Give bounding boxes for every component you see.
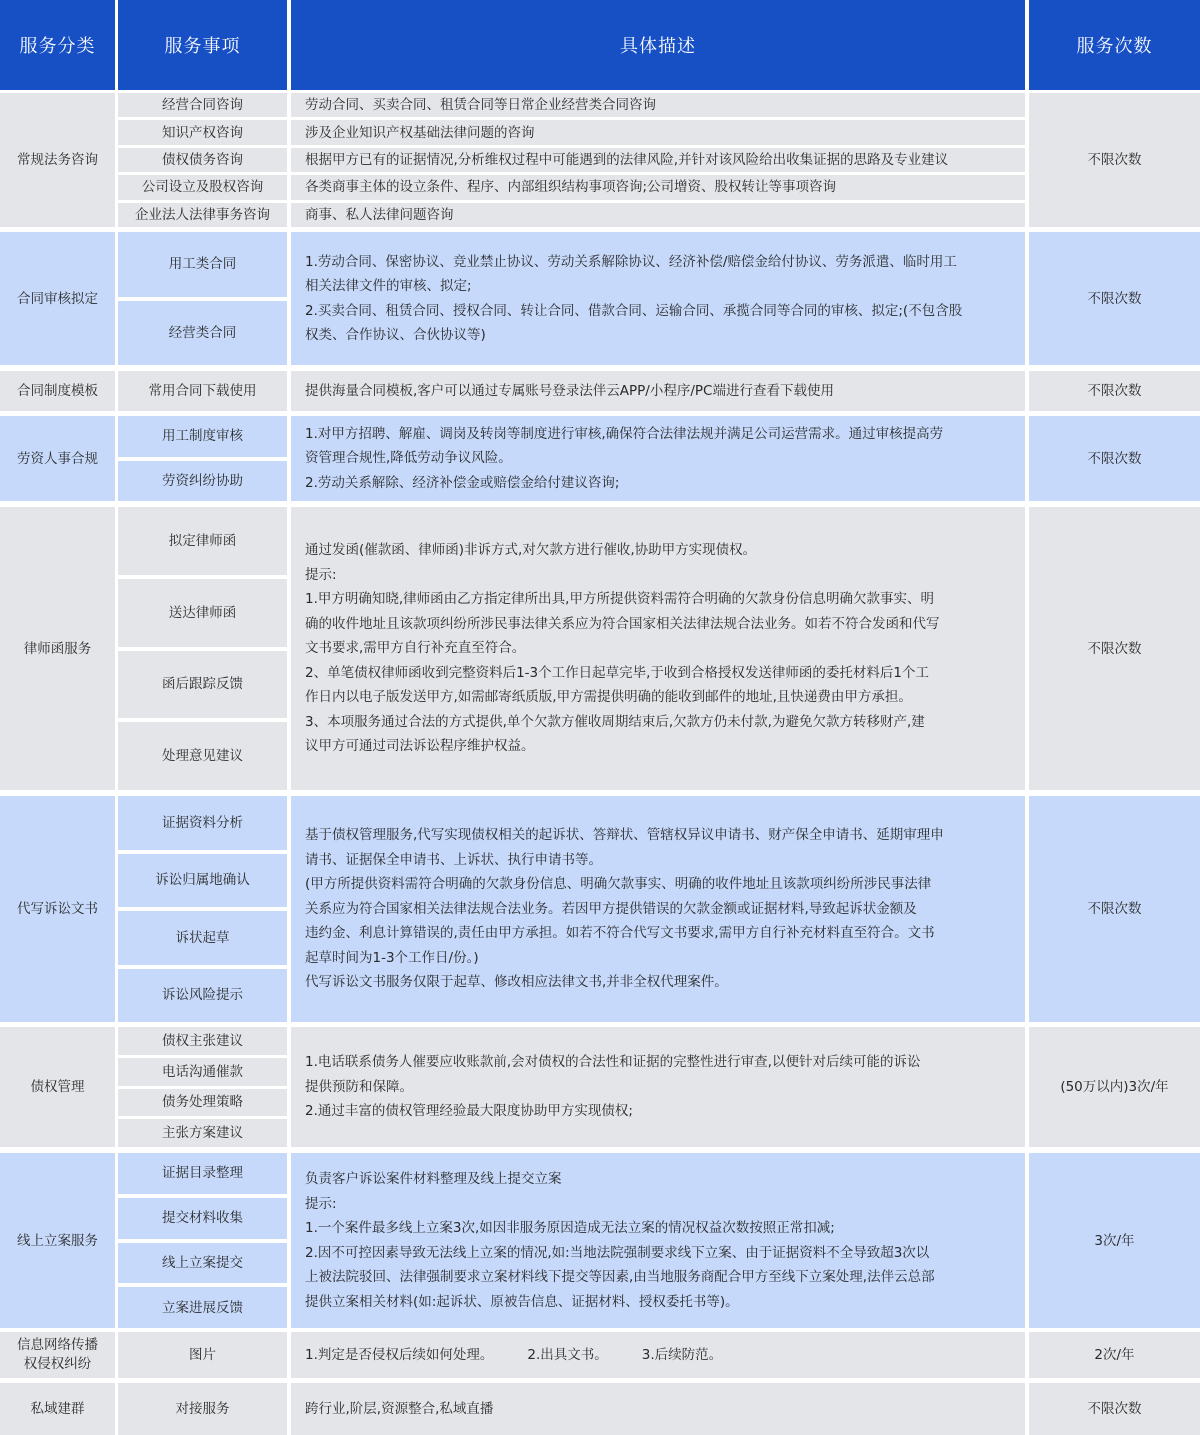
count-cell: 2次/年: [1029, 1332, 1200, 1378]
description-cell: [291, 1153, 1025, 1328]
description-line: 通过发函(催款函、律师函)非诉方式,对欠款方进行催收,协助甲方实现债权。: [305, 542, 757, 559]
category-cell: 合同审核拟定: [0, 232, 115, 365]
count-cell: 不限次数: [1029, 93, 1200, 227]
item-cell: 拟定律师函: [118, 507, 287, 575]
description-line: 提供预防和保障。: [305, 1078, 413, 1095]
description-line: 确的收件地址且该款项纠纷所涉民事法律关系应为符合国家相关法律法规合法业务。如若不符合发函和代写: [305, 615, 940, 632]
item-column: [118, 507, 287, 790]
item-cell: 立案进展反馈: [118, 1287, 287, 1328]
item-cell: 债权债务咨询: [118, 148, 287, 172]
description-line: 请书、证据保全申请书、上诉状、执行申请书等。: [305, 851, 602, 868]
description-cell: [291, 371, 1025, 411]
description-line: 作日内以电子版发送甲方,如需邮寄纸质版,甲方需提供明确的能收到邮件的地址,且快递费由甲方承担。: [305, 689, 912, 706]
description-line: 提供海量合同模板,客户可以通过专属账号登录法伴云APP/小程序/PC端进行查看下载使用: [305, 382, 834, 399]
description-line: 关系应为符合国家相关法律法规合法业务。若因甲方提供错误的欠款金额或证据材料,导致起诉状金额及: [305, 900, 917, 917]
item-cell: 对接服务: [118, 1383, 287, 1435]
description-line: 1.对甲方招聘、解雇、调岗及转岗等制度进行审核,确保符合法律法规并满足公司运营需求。通过审核提高劳: [305, 425, 944, 442]
description-line: 负责客户诉讼案件材料整理及线上提交立案: [305, 1171, 562, 1187]
item-cell: 经营类合同: [118, 301, 287, 366]
item-cell: 用工制度审核: [118, 416, 287, 457]
category-cell: [0, 1332, 115, 1378]
description-cell: [291, 1332, 1025, 1378]
header-description: 具体描述: [291, 0, 1025, 90]
category-line: 权侵权纠纷: [23, 1356, 92, 1372]
description-line: 上被法院驳回、法律强制要求立案材料线下提交等因素,由当地服务商配合甲方至线下立案处理,法伴云总部: [305, 1269, 935, 1285]
header-count: 服务次数: [1029, 0, 1200, 90]
description-line: 商事、私人法律问题咨询: [291, 203, 1025, 227]
count-cell: 不限次数: [1029, 371, 1200, 411]
description-line: 起草时间为1-3个工作日/份。): [305, 949, 479, 966]
description-line: 议甲方可通过司法诉讼程序维护权益。: [305, 738, 535, 755]
category-cell: 代写诉讼文书: [0, 796, 115, 1022]
description-line: 1.劳动合同、保密协议、竞业禁止协议、劳动关系解除协议、经济补偿/赔偿金给付协议、劳务派遣、临时用工: [305, 253, 957, 270]
header-category: 服务分类: [0, 0, 115, 90]
item-column: [118, 232, 287, 365]
count-cell: 不限次数: [1029, 1383, 1200, 1435]
description-column: [291, 93, 1025, 227]
description-line: 提示:: [305, 566, 337, 583]
count-cell: 3次/年: [1029, 1153, 1200, 1328]
item-cell: 主张方案建议: [118, 1119, 287, 1147]
description-line: 劳动合同、买卖合同、租赁合同等日常企业经营类合同咨询: [291, 93, 1025, 117]
description-line: 1.电话联系债务人催要应收账款前,会对债权的合法性和证据的完整性进行审查,以便针对后续可能的诉讼: [305, 1054, 921, 1071]
item-cell: 证据资料分析: [118, 796, 287, 850]
description-line: 涉及企业知识产权基础法律问题的咨询: [291, 120, 1025, 144]
count-cell: 不限次数: [1029, 796, 1200, 1022]
item-cell: 常用合同下载使用: [118, 371, 287, 411]
description-line: 2、单笔债权律师函收到完整资料后1-3个工作日起草完毕,于收到合格授权发送律师函的委托材料后1个工: [305, 664, 930, 681]
description-line: 跨行业,阶层,资源整合,私域直播: [305, 1400, 494, 1417]
item-cell: 知识产权咨询: [118, 120, 287, 144]
description-line: 2.因不可控因素导致无法线上立案的情况,如:当地法院强制要求线下立案、由于证据资料不全导致超3次以: [305, 1244, 930, 1261]
header-item: 服务事项: [118, 0, 287, 90]
item-cell: 处理意见建议: [118, 722, 287, 790]
item-column: [118, 93, 287, 227]
item-cell: 公司设立及股权咨询: [118, 175, 287, 199]
description-line: (甲方所提供资料需符合明确的欠款身份信息、明确欠款事实、明确的收件地址且该款项纠纷所涉民事法律: [305, 876, 932, 893]
description-line: 各类商事主体的设立条件、程序、内部组织结构事项咨询;公司增资、股权转让等事项咨询: [291, 175, 1025, 199]
description-line: 提供立案相关材料(如:起诉状、原被告信息、证据材料、授权委托书等)。: [305, 1293, 739, 1310]
description-line: 3、本项服务通过合法的方式提供,单个欠款方催收周期结束后,欠款方仍未付款,为避免欠款方转移财产,建: [305, 713, 925, 730]
description-point: 1.判定是否侵权后续如何处理。: [305, 1346, 494, 1363]
item-cell: 函后跟踪反馈: [118, 651, 287, 719]
description-line: 基于债权管理服务,代写实现债权相关的起诉状、答辩状、管辖权异议申请书、财产保全申请书、延期审理申: [305, 827, 944, 844]
description-line: 代写诉讼文书服务仅限于起草、修改相应法律文书,并非全权代理案件。: [305, 974, 728, 991]
category-cell: 律师函服务: [0, 507, 115, 790]
item-cell: 债务处理策略: [118, 1089, 287, 1117]
item-cell: 提交材料收集: [118, 1198, 287, 1239]
description-line: 2.买卖合同、租赁合同、授权合同、转让合同、借款合同、运输合同、承揽合同等合同的审核、拟定;(不包含股: [305, 302, 963, 319]
description-line: 根据甲方已有的证据情况,分析维权过程中可能遇到的法律风险,并针对该风险给出收集证据的思路及专业建议: [291, 148, 1025, 172]
description-point: 2.出具文书。: [527, 1346, 608, 1363]
item-cell: 诉状起草: [118, 911, 287, 965]
category-line: 信息网络传播: [17, 1337, 98, 1353]
item-cell: 企业法人法律事务咨询: [118, 203, 287, 227]
item-cell: 诉讼风险提示: [118, 969, 287, 1023]
description-line: [305, 1343, 1013, 1368]
category-cell: 合同制度模板: [0, 371, 115, 411]
item-cell: 线上立案提交: [118, 1243, 287, 1284]
description-cell: [291, 1027, 1025, 1147]
item-cell: 送达律师函: [118, 579, 287, 647]
item-cell: 债权主张建议: [118, 1027, 287, 1055]
description-line: 2.通过丰富的债权管理经验最大限度协助甲方实现债权;: [305, 1103, 633, 1120]
description-cell: [291, 416, 1025, 501]
category-cell: 私域建群: [0, 1383, 115, 1435]
count-cell: 不限次数: [1029, 416, 1200, 501]
item-cell: 证据目录整理: [118, 1153, 287, 1194]
count-cell: 不限次数: [1029, 232, 1200, 365]
description-line: 1.甲方明确知晓,律师函由乙方指定律所出具,甲方所提供资料需符合明确的欠款身份信息明确欠款事实、明: [305, 591, 934, 608]
item-column: [118, 1153, 287, 1328]
description-line: 资管理合规性,降低劳动争议风险。: [305, 450, 512, 467]
description-line: 权类、合作协议、合伙协议等): [305, 327, 486, 343]
item-column: [118, 1027, 287, 1147]
description-cell: [291, 796, 1025, 1022]
description-line: 相关法律文件的审核、拟定;: [305, 278, 472, 294]
description-cell: [291, 1383, 1025, 1435]
count-cell: 不限次数: [1029, 507, 1200, 790]
item-cell: 劳资纠纷协助: [118, 461, 287, 502]
description-line: 提示:: [305, 1195, 337, 1212]
category-cell: 常规法务咨询: [0, 93, 115, 227]
item-cell: 用工类合同: [118, 232, 287, 297]
item-cell: 经营合同咨询: [118, 93, 287, 117]
description-cell: [291, 507, 1025, 790]
description-line: 1.一个案件最多线上立案3次,如因非服务原因造成无法立案的情况权益次数按照正常扣减;: [305, 1220, 835, 1236]
item-cell: 图片: [118, 1332, 287, 1378]
description-line: 2.劳动关系解除、经济补偿金或赔偿金给付建议咨询;: [305, 474, 620, 491]
category-cell: 债权管理: [0, 1027, 115, 1147]
category-cell: 劳资人事合规: [0, 416, 115, 501]
description-point: 3.后续防范。: [641, 1346, 723, 1363]
description-cell: [291, 232, 1025, 365]
item-cell: 电话沟通催款: [118, 1058, 287, 1086]
description-line: 文书要求,需甲方自行补充直至符合。: [305, 640, 526, 657]
count-cell: (50万以内)3次/年: [1029, 1027, 1200, 1147]
item-column: [118, 796, 287, 1022]
item-cell: 诉讼归属地确认: [118, 854, 287, 908]
item-column: [118, 416, 287, 501]
category-cell: 线上立案服务: [0, 1153, 115, 1328]
description-line: 违约金、利息计算错误的,责任由甲方承担。如若不符合代写文书要求,需甲方自行补充材料直至符合。文书: [305, 925, 935, 942]
